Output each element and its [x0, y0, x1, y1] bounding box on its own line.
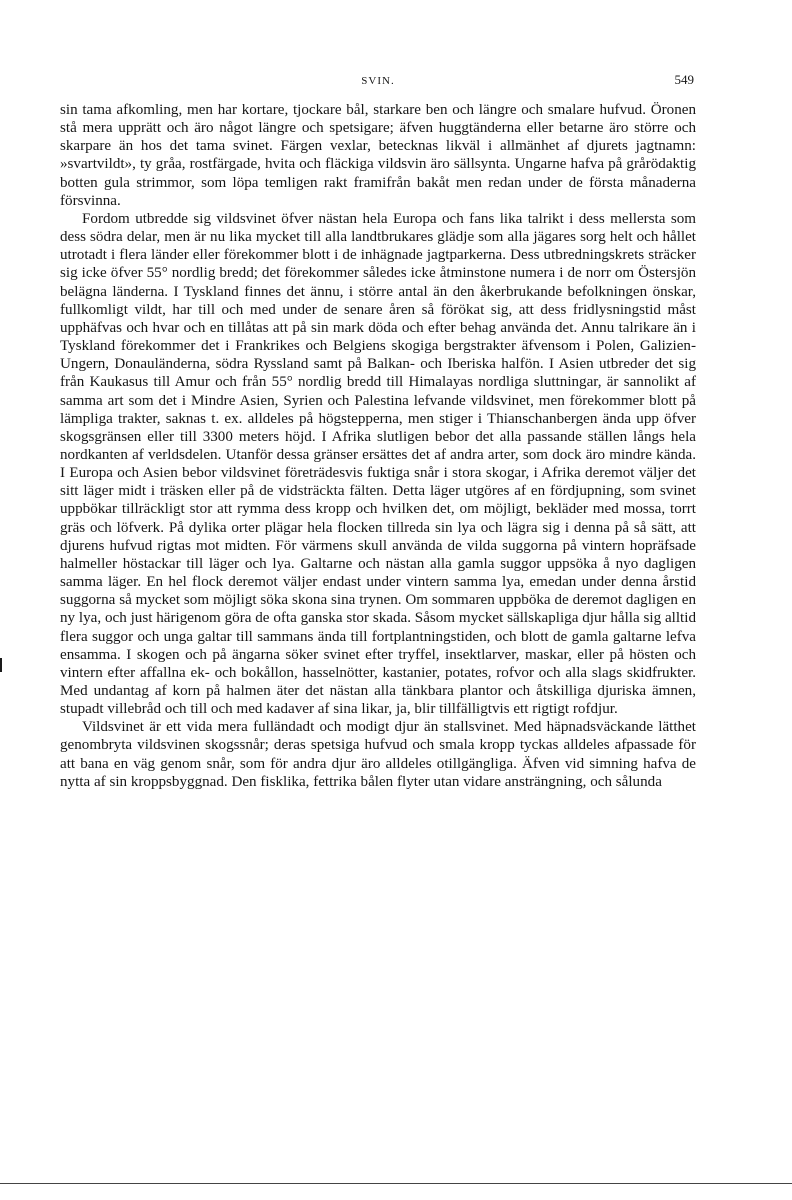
running-title: SVIN.: [361, 75, 395, 87]
body-text: [60, 101, 696, 791]
bottom-rule: [0, 1183, 792, 1184]
paragraph-habits: Vildsvinet är ett vida mera fulländadt och modigt djur än stallsvinet. Med häpnadsväckande lätthet genombryta vildsvinen skogssnår; deras spetsiga hufvud och smala kropp tyckas alldeles afpassade för att bana en väg genom snår, som för andra djur äro alldeles otillgängliga. Äfven vid simning hafva de nytta af sin kroppsbyggnad. Den fisklika, fettrika bålen flyter utan vidare ansträngning, och sålunda: [60, 719, 696, 790]
page-number: 549: [674, 72, 694, 87]
paragraph-distribution: Fordom utbredde sig vildsvinet öfver nästan hela Europa och fans lika talrikt i dess mellersta som dess södra delar, men är nu lika mycket till alla landtbrukares glädje som alla jägares sorg helt och hållet utrotadt i flera länder eller förekommer blott i de inhägnade jagtparkerna. Dess utbredningskrets sträcker sig icke öfver 55° nordlig bredd; det förekommer således icke åtminstone numera i de norr om Östersjön belägna länderna. I Tyskland finnes det ännu, i större antal än den åkerbrukande befolkningen önskar, fullkomligt vildt, har till och med under de senare åren så förökat sig, att dess fridlysningstid måst upphäfvas och hvar och en tillåtas att på sin mark döda och efter behag använda det. Annu talrikare än i Tyskland förekommer det i Frankrikes och Belgiens skogiga bergstrakter äfvensom i Polen, Galizien-Ungern, Donauländerna, södra Ryssland samt på Balkan- och Iberiska halfön. I Asien utbreder det sig från Kaukasus till Amur och från 55° nordlig bredd till Himalayas nordliga sluttningar, är sannolikt af samma art som det i Mindre Asien, Syrien och Palestina lefvande vildsvinet, men förekommer blott på lämpliga trakter, saknas t. ex. alldeles på högstepperna, men stiger i Thianschanbergen ända upp öfver skogsgränsen eller till 3300 meters höjd. I Afrika slutligen bebor det alla passande ställen långs hela nordkanten af verldsdelen. Utanför dessa gränser ersättes det af andra arter, som dock äro mindre kända. I Europa och Asien bebor vildsvinet företrädesvis fuktiga snår i stora skogar, i Afrika deremot väljer det sitt läger midt i träsken eller på de vidsträckta fälten. Detta läger utgöres af en fördjupning, som svinet uppbökar tillräckligt stor att rymma dess kropp och hvilken det, om möjligt, bekläder med mossa, torrt gräs och löfverk. På dylika orter plägar hela flocken tillreda sin lya och lägra sig i denna på så sätt, att djurens hufvud rigtas mot midten. För värmens skull använda de vilda suggorna på vintern hopräfsade halmeller höstackar till läger och lya. Galtarne och nästan alla gamla suggor uppsöka å nyo dagligen samma läger. En hel flock deremot väljer endast under vintern samma lya, emedan under denna årstid suggorna så mycket som möjligt söka skona sina trynen. Om sommaren uppböka de deremot dagligen en ny lya, och just härigenom göra de ofta ganska stor skada. Såsom mycket sällskapliga djur hålla sig alltid flera suggor och unga galtar till sammans ända till fortplantningstiden, och blott de gamla galtarne lefva ensamma. I skogen och på ängarna söker svinet efter tryffel, insektlarver, maskar, eller på hösten och vintern efter affallna ek- och bokållon, hasselnötter, kastanier, potates, rofvor och alla slags skidfrukter. Med undantag af korn på halmen äter det nästan alla tänkbara plantor och åtskilliga djuriska ämnen, stupadt villebråd och till och med kadaver af sina likar, ja, blir tillfälligtvis ett rigtigt rofdjur.: [60, 210, 696, 718]
paragraph-continuation: sin tama afkomling, men har kortare, tjockare bål, starkare ben och längre och smalare hufvud. Öronen stå mera upprätt och äro något längre och spetsigare; äfven huggtänderna eller betarne äro större och skarpare än hos det tama svinet. Färgen vexlar, betecknas likväl i allmänhet af djurets jagtnamn: »svartvildt», ty gråa, rostfärgade, hvita och fläckiga vildsvin äro sällsynta. Ungarne hafva på grårödaktig botten gula strimmor, som löpa temligen rakt framifrån bakåt men redan under de första månaderna försvinna.: [60, 102, 696, 209]
margin-mark: [0, 658, 2, 672]
page-header: [60, 72, 696, 92]
